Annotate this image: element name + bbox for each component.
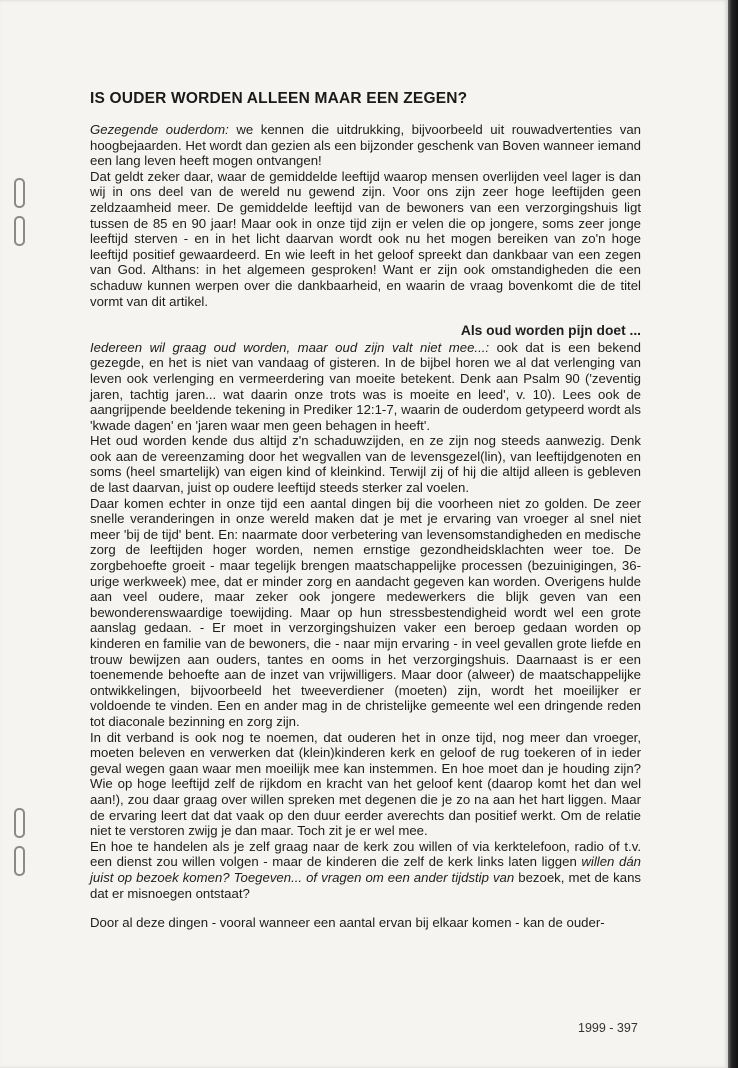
paragraph-6: In dit verband is ook nog te noemen, dat ouderen het in onze tijd, nog meer dan vroeger, moeten beleven en verwerken dat (klein)kinderen kerk en geloof de rug toekeren of in ieder geval wegen gaan waar men moeilijk mee kan instemmen. En hoe moet dan je houding zijn? Wie op hoge leeftijd zelf de rijkdom en kracht van het geloof kent (daarop komt het dan wel aan!), zou daar graag over willen spreken met degenen die je zo na aan het hart liggen. Maar de ervaring leert dat dat vaak op den duur eerder averechts dan positief werkt. Om de relatie niet te verstoren zwijg je dan maar. Toch zit je er wel mee. [90,729,641,839]
binder-ring [14,178,25,208]
article [90,90,641,931]
binder-ring [14,808,25,838]
binder-rings-bottom [14,808,26,884]
paragraph-3 [90,340,641,434]
p3-text: ook dat is een bekend gezegde, en het is niet van vandaag of gisteren. In de bijbel horen we al dat verlenging van leven ook verlenging en vermeerdering van moeite betekent. Denk aan Psalm 90 ('zeventig jaren, tachtig jaren... wat daarin onze trots was is moeite en leed', v. 10). Lees ook de aangrijpende beeldende tekening in Prediker 12:1-7, waarin de ouderdom getypeerd wordt als 'kwade dagen' en 'jaren waar men geen behagen in heeft'. [90,339,641,433]
p3-italic-lead: Iedereen wil graag oud worden, maar oud zijn valt niet mee...: [90,339,490,355]
intro-text: we kennen die uitdrukking, bijvoorbeeld uit rouwadvertenties van hoogbejaarden. Het wordt dan gezien als een bijzonder geschenk van Boven wanneer iemand een lang leven heeft mogen ontvangen! [90,122,641,169]
binder-ring [14,846,25,876]
spacer [90,901,641,915]
intro-italic-lead: Gezegende ouderdom: [90,122,229,137]
paragraph-4: Het oud worden kende dus altijd z'n schaduwzijden, en ze zijn nog steeds aanwezig. Denk ook aan de vereenzaming door het wegvallen van de levensgezel(lin), van leeftijdgenoten en soms (heel smartelijk) van eigen kind of kleinkind. Terwijl zij of hij die altijd alleen is gebleven de last daarvan, juist op oudere leeftijd steeds sterker zal voelen. [90,433,641,496]
article-title: IS OUDER WORDEN ALLEEN MAAR EEN ZEGEN? [90,90,468,107]
paragraph-7 [90,839,641,901]
p7-text: En hoe te handelen als je zelf graag naar de kerk zou willen of via kerktelefoon, radio of t.v. een dienst zou willen volgen - maar de kinderen die zelf de kerk links laten liggen [90,838,641,870]
page-edge [728,0,738,1068]
paragraph-intro [90,122,641,169]
paragraph-2: Dat geldt zeker daar, waar de gemiddelde leeftijd waarop mensen overlijden veel lager is dan wij in ons deel van de wereld nu gewend zijn. Voor ons zijn zeer hoge leeftijden geen zeldzaamheid meer. De gemiddelde leeftijd van de bewoners van een verzorgingshuis ligt tussen de 85 en 90 jaar! Maar ook in onze tijd zijn er velen die op jongere, soms zeer jonge leeftijd sterven - en in het licht daarvan wordt ook nu het mogen bereiken van zo'n hoge leeftijd positief gewaardeerd. En wie leeft in het geloof spreekt dan dankbaar van een zegen van God. Althans: in het algemeen gesproken! Want er zijn ook omstandigheden die een schaduw kunnen werpen over die dankbaarheid, en waarin de vraag bovenkomt die de titel vormt van dit artikel. [90,168,641,309]
binder-ring [14,216,25,246]
p7-tail: bezoek, met de kans dat er misnoegen ontstaat? [90,869,642,901]
section-heading: Als oud worden pijn doet ... [460,323,641,339]
paragraph-8: Door al deze dingen - vooral wanneer een aantal ervan bij elkaar komen - kan de ouder- [90,915,605,931]
p7-italic: willen dán juist op bezoek komen? Toegeven... of vragen om een ander tijdstip van [90,854,641,885]
binder-rings-top [14,178,26,254]
page-number: 1999 - 397 [578,1021,638,1035]
paragraph-5: Daar komen echter in onze tijd een aantal dingen bij die voorheen niet zo golden. De zeer snelle veranderingen in onze wereld maken dat je met je ervaring van vroeger al snel niet meer 'bij de tijd' bent. En: naarmate door verbetering van levensomstandigheden en medische zorg de leeftijden hoger worden, nemen ernstige gezondheidsklachten weer toe. De zorgbehoefte groeit - maar tegelijk brengen maatschappelijke processen (bezuinigingen, 36-urige werkweek) mee, dat er minder zorg en aandacht gegeven kan worden. Overigens hulde aan veel oudere, maar zeker ook jongere medewerkers die blijk geven van een bewonderenswaardige toewijding. Maar op hun stressbestendigheid wordt wel een grote aanslag gedaan. - Er moet in verzorgingshuizen vaker een beroep gedaan worden op kinderen en familie van de bewoners, die - naar mijn ervaring - in veel gevallen grote liefde en trouw bewijzen aan ouders, tantes en ooms in het verzorgingshuis. Daarnaast is er een toenemende behoefte aan de inzet van vrijwilligers. Maar door (alweer) de maatschappelijke ontwikkelingen, bijvoorbeeld het tweeverdiener (moeten) zijn, wordt het moeilijker er voldoende te vinden. Een en ander mag in de christelijke gemeente wel een dringende reden tot diaconale bezinning en zorg zijn. [90,495,641,729]
